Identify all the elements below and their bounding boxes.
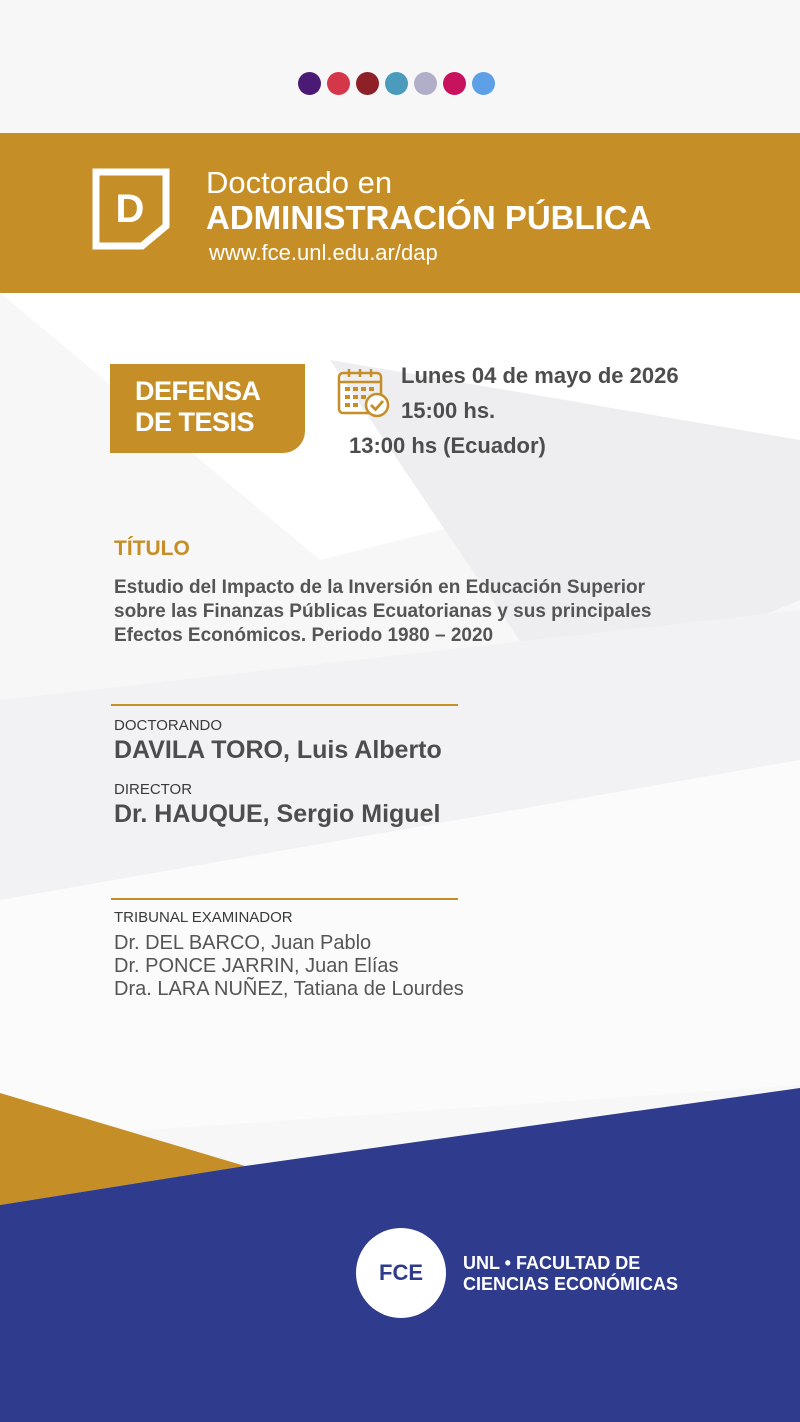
director-name: Dr. HAUQUE, Sergio Miguel: [114, 800, 441, 828]
calendar-check-icon: [337, 367, 391, 419]
event-date: Lunes 04 de mayo de 2026: [401, 363, 679, 388]
tribunal-member: Dr. PONCE JARRIN, Juan Elías: [114, 955, 399, 977]
logo-letter: D: [115, 187, 145, 231]
badge-line1: DEFENSA: [135, 376, 261, 406]
program-title: ADMINISTRACIÓN PÚBLICA: [206, 199, 652, 236]
thesis-title-line: Estudio del Impacto de la Inversión en Educación Superior: [114, 577, 646, 598]
faculty-name: [463, 1253, 678, 1295]
thesis-title-line: sobre las Finanzas Públicas Ecuatorianas y sus principales: [114, 601, 652, 622]
color-dot: [472, 72, 495, 95]
candidate-name: DAVILA TORO, Luis Alberto: [114, 736, 442, 764]
faculty-name-line2: CIENCIAS ECONÓMICAS: [463, 1274, 679, 1294]
fce-logo-text: FCE: [379, 1260, 423, 1285]
color-dot: [414, 72, 437, 95]
color-dot: [385, 72, 408, 95]
program-url[interactable]: www.fce.unl.edu.ar/dap: [209, 240, 438, 265]
divider: [111, 704, 458, 706]
thesis-title-line: Efectos Económicos. Periodo 1980 – 2020: [114, 625, 494, 646]
event-badge-text: [135, 376, 261, 438]
fce-logo: [356, 1228, 446, 1318]
color-dot: [327, 72, 350, 95]
divider: [111, 898, 458, 900]
director-label: DIRECTOR: [114, 781, 193, 798]
badge-line2: DE TESIS: [135, 407, 255, 437]
thesis-title: [114, 576, 724, 648]
tribunal-member: Dra. LARA NUÑEZ, Tatiana de Lourdes: [114, 978, 464, 1000]
thesis-title-label: TÍTULO: [114, 537, 190, 560]
tribunal-members: [114, 932, 464, 1001]
color-dot: [356, 72, 379, 95]
event-time: 15:00 hs.: [401, 398, 496, 423]
tribunal-label: TRIBUNAL EXAMINADOR: [114, 909, 293, 926]
doctorate-logo-icon: [92, 168, 170, 250]
candidate-label: DOCTORANDO: [114, 717, 223, 734]
faculty-name-line1: UNL • FACULTAD DE: [463, 1253, 641, 1273]
tribunal-member: Dr. DEL BARCO, Juan Pablo: [114, 932, 372, 954]
color-dot: [443, 72, 466, 95]
program-prefix: Doctorado en: [206, 165, 393, 200]
color-dot: [298, 72, 321, 95]
color-dots: [298, 72, 495, 95]
event-time-local: 13:00 hs (Ecuador): [349, 433, 546, 458]
